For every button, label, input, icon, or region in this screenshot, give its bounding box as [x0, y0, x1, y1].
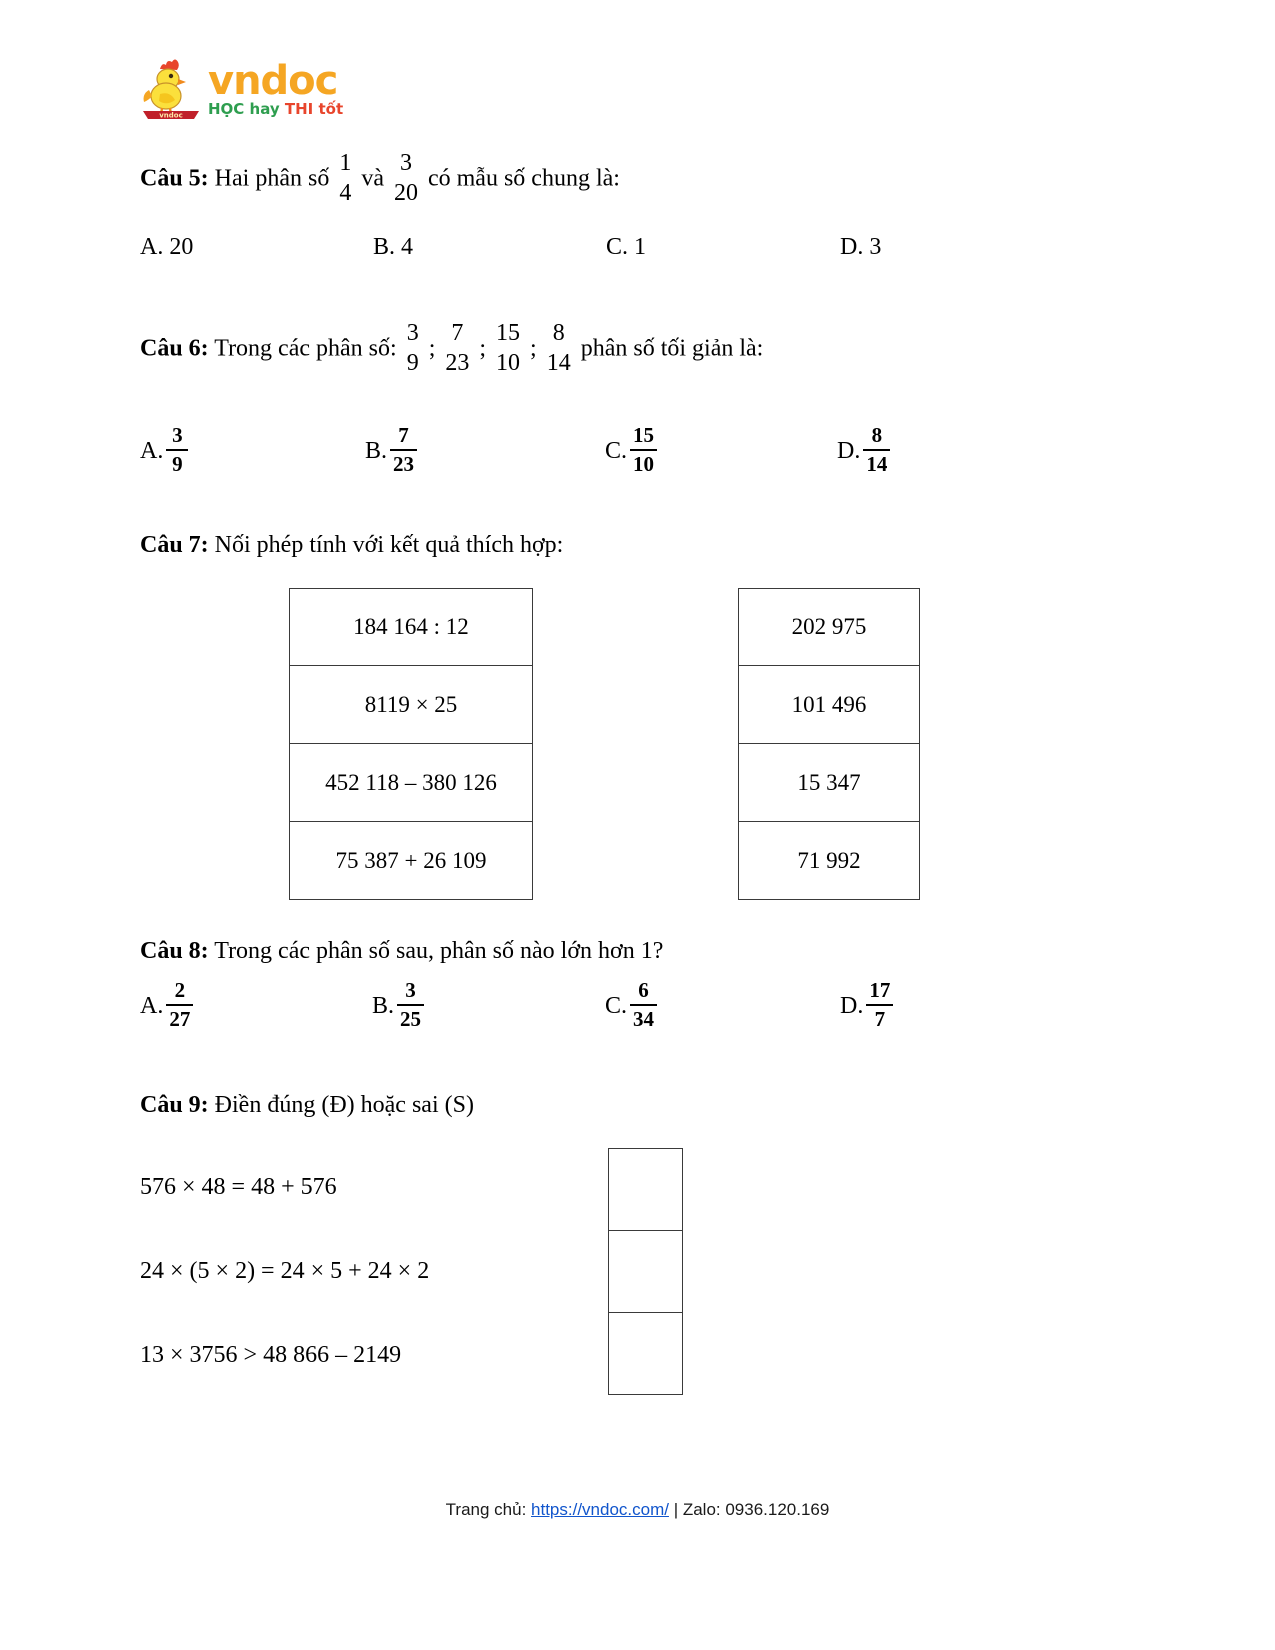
fraction-bar — [866, 1004, 893, 1006]
footer-suffix: | Zalo: 0936.120.169 — [668, 1500, 830, 1519]
fraction-denominator: 9 — [172, 452, 183, 476]
fraction-denominator: 10 — [496, 350, 521, 376]
fraction-numerator: 8 — [871, 423, 883, 447]
question-5-text-after: có mẫu số chung là: — [427, 165, 620, 192]
fraction-denominator: 9 — [406, 350, 419, 376]
fraction-bar — [863, 449, 890, 451]
question-6-separator-2: ; — [479, 335, 487, 362]
fraction-denominator: 23 — [445, 350, 470, 376]
question-6-label: Câu 6: — [140, 335, 209, 362]
fraction-denominator: 25 — [400, 1007, 422, 1031]
answer-box-3[interactable] — [609, 1313, 683, 1395]
option-letter: D. — [840, 234, 864, 260]
question-8-stem — [140, 936, 663, 966]
option-letter: A. — [140, 438, 164, 464]
question-6-stem — [140, 320, 763, 380]
fraction-denominator: 23 — [393, 452, 415, 476]
option-letter: D. — [837, 438, 861, 464]
fraction-numerator: 1 — [339, 150, 352, 176]
fraction-numerator: 17 — [869, 978, 891, 1002]
option-fraction — [397, 979, 424, 1031]
option-fraction — [863, 424, 890, 476]
fraction-bar — [166, 449, 188, 451]
result-cell[interactable]: 15 347 — [739, 744, 920, 822]
fraction-denominator: 14 — [866, 452, 888, 476]
question-9-statement-1: 576 × 48 = 48 + 576 — [140, 1174, 337, 1200]
option-value: 1 — [634, 234, 647, 260]
fraction-numerator: 6 — [638, 978, 649, 1002]
expression-cell[interactable]: 184 164 : 12 — [290, 589, 533, 666]
question-5-label: Câu 5: — [140, 165, 209, 192]
table-row[interactable] — [739, 744, 920, 822]
question-8-label: Câu 8: — [140, 938, 209, 964]
question-9-stem — [140, 1090, 474, 1120]
fraction-denominator: 20 — [393, 180, 418, 206]
table-row[interactable] — [739, 666, 920, 744]
question-6-separator-3: ; — [530, 335, 537, 362]
option-letter: C. — [606, 234, 629, 260]
question-9-text: Điền đúng (Đ) hoặc sai (S) — [214, 1092, 474, 1118]
fraction-denominator: 4 — [339, 180, 352, 206]
answer-box-2[interactable] — [609, 1231, 683, 1313]
option-value: 20 — [169, 234, 194, 260]
fraction-numerator: 15 — [496, 320, 521, 346]
option-letter: A. — [140, 234, 164, 260]
answer-box-1[interactable] — [609, 1149, 683, 1231]
fraction-bar — [397, 1004, 424, 1006]
logo-tagline-green: HỌC hay — [208, 100, 280, 118]
question-8-option-c[interactable] — [605, 980, 660, 1032]
table-row[interactable] — [739, 589, 920, 666]
question-7-left-table — [289, 588, 533, 900]
question-5-option-d[interactable] — [840, 232, 881, 262]
option-letter: B. — [372, 993, 395, 1019]
question-8-options — [140, 980, 1140, 1050]
expression-cell[interactable]: 452 118 – 380 126 — [290, 744, 533, 822]
question-9-statement-2: 24 × (5 × 2) = 24 × 5 + 24 × 2 — [140, 1258, 430, 1284]
option-letter: B. — [373, 234, 396, 260]
fraction-denominator: 34 — [633, 1007, 655, 1031]
question-8-option-b[interactable] — [372, 980, 427, 1032]
fraction-denominator: 14 — [546, 350, 571, 376]
option-letter: D. — [840, 993, 864, 1019]
question-7-text: Nối phép tính với kết quả thích hợp: — [214, 532, 564, 558]
fraction-denominator: 10 — [633, 452, 655, 476]
vndoc-logo — [140, 58, 440, 128]
option-fraction — [630, 979, 657, 1031]
table-row[interactable] — [609, 1313, 683, 1395]
question-6-option-d[interactable] — [837, 425, 893, 477]
question-8-option-a[interactable] — [140, 980, 196, 1032]
logo-text — [208, 58, 343, 118]
rooster-mascot-icon — [140, 58, 202, 124]
expression-cell[interactable]: 75 387 + 26 109 — [290, 822, 533, 900]
question-5-fraction-2 — [394, 148, 418, 208]
option-letter: B. — [365, 438, 388, 464]
table-row[interactable] — [290, 666, 533, 744]
question-5-option-c[interactable] — [606, 232, 646, 262]
question-5-stem — [140, 150, 620, 210]
option-letter: C. — [605, 438, 628, 464]
fraction-numerator: 8 — [552, 320, 565, 346]
question-5-fraction-1 — [339, 148, 351, 208]
question-8-text: Trong các phân số sau, phân số nào lớn hơn 1? — [214, 938, 664, 964]
option-letter: C. — [605, 993, 628, 1019]
result-cell[interactable]: 101 496 — [739, 666, 920, 744]
result-cell[interactable]: 71 992 — [739, 822, 920, 900]
logo-wordmark: vndoc — [208, 58, 338, 104]
option-fraction — [866, 979, 893, 1031]
option-fraction — [630, 424, 657, 476]
table-row[interactable] — [609, 1231, 683, 1313]
fraction-bar — [166, 1004, 193, 1006]
question-6-fraction-4 — [547, 318, 571, 378]
page-footer — [0, 1500, 1275, 1520]
fraction-numerator: 15 — [633, 423, 655, 447]
question-5-option-b[interactable] — [373, 232, 413, 262]
option-value: 4 — [401, 234, 414, 260]
fraction-denominator: 27 — [169, 1007, 191, 1031]
footer-website-link[interactable]: https://vndoc.com/ — [531, 1500, 669, 1519]
question-9-answer-boxes — [608, 1148, 683, 1395]
question-6-text-before: Trong các phân số: — [214, 335, 397, 362]
fraction-numerator: 3 — [172, 423, 183, 447]
question-6-fraction-1 — [407, 318, 419, 378]
table-row[interactable] — [290, 822, 533, 900]
question-6-option-c[interactable] — [605, 425, 660, 477]
question-7-right-table — [738, 588, 920, 900]
logo-tagline-red: THI tốt — [284, 100, 344, 118]
question-7-stem — [140, 530, 563, 560]
question-5-options — [140, 232, 1140, 266]
svg-text:vndoc: vndoc — [159, 111, 183, 120]
question-6-separator-1: ; — [428, 335, 436, 362]
question-9-statement-3: 13 × 3756 > 48 866 – 2149 — [140, 1342, 402, 1368]
question-6-fraction-3 — [496, 318, 520, 378]
table-row[interactable] — [290, 744, 533, 822]
fraction-numerator: 7 — [451, 320, 464, 346]
fraction-bar — [390, 449, 417, 451]
fraction-numerator: 7 — [398, 423, 409, 447]
question-6-options — [140, 425, 1140, 495]
option-fraction — [166, 424, 188, 476]
option-value: 3 — [869, 234, 882, 260]
option-letter: A. — [140, 993, 164, 1019]
fraction-numerator: 2 — [174, 978, 186, 1002]
option-fraction — [166, 979, 193, 1031]
question-8-option-d[interactable] — [840, 980, 896, 1032]
fraction-bar — [630, 449, 657, 451]
logo-tagline — [208, 101, 343, 118]
question-5-text-middle: và — [361, 165, 384, 192]
result-cell[interactable]: 202 975 — [739, 589, 920, 666]
footer-prefix: Trang chủ: — [445, 1500, 532, 1519]
fraction-numerator: 3 — [406, 320, 419, 346]
fraction-bar — [630, 1004, 657, 1006]
fraction-numerator: 3 — [399, 150, 412, 176]
question-9-label: Câu 9: — [140, 1092, 209, 1118]
fraction-denominator: 7 — [874, 1007, 886, 1031]
table-row[interactable] — [739, 822, 920, 900]
question-6-option-a[interactable] — [140, 425, 191, 477]
fraction-numerator: 3 — [405, 978, 416, 1002]
question-5-option-a[interactable] — [140, 232, 193, 262]
table-row[interactable] — [290, 589, 533, 666]
expression-cell[interactable]: 8119 × 25 — [290, 666, 533, 744]
question-5-text-before: Hai phân số — [214, 165, 330, 192]
question-6-option-b[interactable] — [365, 425, 420, 477]
question-6-fraction-2 — [445, 318, 469, 378]
table-row[interactable] — [609, 1149, 683, 1231]
option-fraction — [390, 424, 417, 476]
question-7-label: Câu 7: — [140, 532, 209, 558]
question-6-text-after: phân số tối giản là: — [580, 335, 764, 362]
